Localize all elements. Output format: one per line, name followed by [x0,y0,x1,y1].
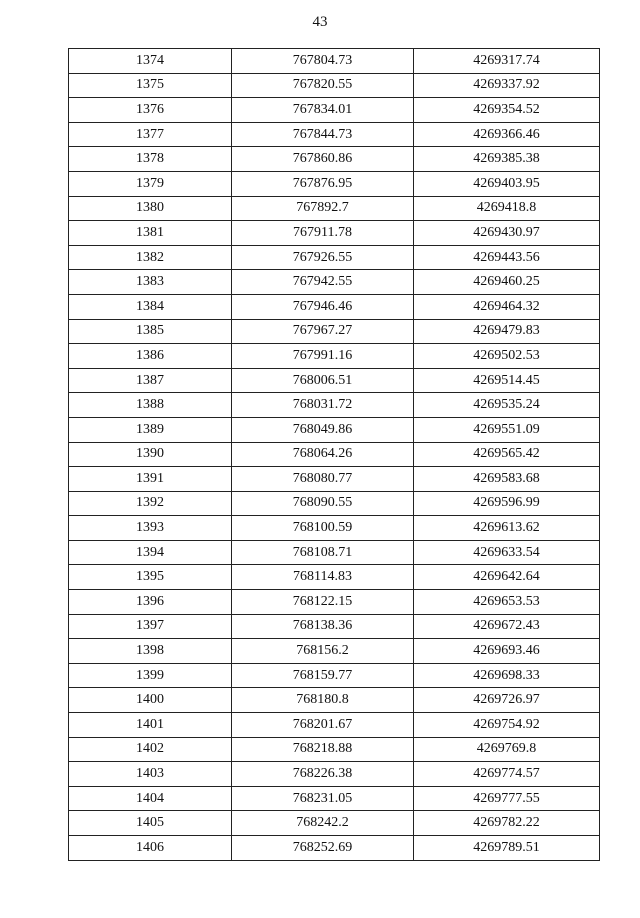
table-row [69,196,600,221]
table-row [69,663,600,688]
y-coordinate-cell: 4269774.57 [414,762,600,787]
x-coordinate-cell: 768180.8 [232,688,414,713]
table-row [69,737,600,762]
x-coordinate-cell: 768252.69 [232,836,414,861]
y-coordinate-cell: 4269403.95 [414,171,600,196]
point-number-cell: 1387 [69,368,232,393]
table-row [69,540,600,565]
table-row [69,467,600,492]
table-row [69,713,600,738]
x-coordinate-cell: 768226.38 [232,762,414,787]
page-number: 43 [312,14,328,30]
y-coordinate-cell: 4269672.43 [414,614,600,639]
x-coordinate-cell: 767804.73 [232,49,414,74]
y-coordinate-cell: 4269726.97 [414,688,600,713]
table-row [69,688,600,713]
y-coordinate-cell: 4269385.38 [414,147,600,172]
point-number-cell: 1375 [69,73,232,98]
y-coordinate-cell: 4269782.22 [414,811,600,836]
table-row [69,639,600,664]
y-coordinate-cell: 4269789.51 [414,836,600,861]
x-coordinate-cell: 768031.72 [232,393,414,418]
x-coordinate-cell: 767844.73 [232,122,414,147]
point-number-cell: 1400 [69,688,232,713]
point-number-cell: 1385 [69,319,232,344]
y-coordinate-cell: 4269479.83 [414,319,600,344]
x-coordinate-cell: 767946.46 [232,294,414,319]
point-number-cell: 1403 [69,762,232,787]
y-coordinate-cell: 4269551.09 [414,417,600,442]
y-coordinate-cell: 4269653.53 [414,590,600,615]
point-number-cell: 1386 [69,344,232,369]
x-coordinate-cell: 768064.26 [232,442,414,467]
table-row [69,442,600,467]
y-coordinate-cell: 4269366.46 [414,122,600,147]
y-coordinate-cell: 4269460.25 [414,270,600,295]
table-row [69,49,600,74]
x-coordinate-cell: 768138.36 [232,614,414,639]
table-row [69,270,600,295]
point-number-cell: 1404 [69,786,232,811]
point-number-cell: 1405 [69,811,232,836]
x-coordinate-cell: 768231.05 [232,786,414,811]
table-row [69,147,600,172]
table-row [69,516,600,541]
table-row [69,393,600,418]
y-coordinate-cell: 4269613.62 [414,516,600,541]
point-number-cell: 1390 [69,442,232,467]
point-number-cell: 1374 [69,49,232,74]
table-row [69,122,600,147]
point-number-cell: 1398 [69,639,232,664]
table-row [69,344,600,369]
point-number-cell: 1378 [69,147,232,172]
y-coordinate-cell: 4269769.8 [414,737,600,762]
point-number-cell: 1396 [69,590,232,615]
y-coordinate-cell: 4269754.92 [414,713,600,738]
y-coordinate-cell: 4269418.8 [414,196,600,221]
y-coordinate-cell: 4269698.33 [414,663,600,688]
table-row [69,221,600,246]
point-number-cell: 1383 [69,270,232,295]
point-number-cell: 1380 [69,196,232,221]
point-number-cell: 1379 [69,171,232,196]
x-coordinate-cell: 767926.55 [232,245,414,270]
point-number-cell: 1384 [69,294,232,319]
table-row [69,319,600,344]
x-coordinate-cell: 767834.01 [232,98,414,123]
point-number-cell: 1391 [69,467,232,492]
point-number-cell: 1388 [69,393,232,418]
point-number-cell: 1377 [69,122,232,147]
x-coordinate-cell: 768090.55 [232,491,414,516]
x-coordinate-cell: 768108.71 [232,540,414,565]
x-coordinate-cell: 767967.27 [232,319,414,344]
y-coordinate-cell: 4269565.42 [414,442,600,467]
y-coordinate-cell: 4269443.56 [414,245,600,270]
x-coordinate-cell: 768006.51 [232,368,414,393]
x-coordinate-cell: 768049.86 [232,417,414,442]
x-coordinate-cell: 767860.86 [232,147,414,172]
x-coordinate-cell: 768159.77 [232,663,414,688]
y-coordinate-cell: 4269317.74 [414,49,600,74]
point-number-cell: 1397 [69,614,232,639]
table-row [69,786,600,811]
table-row [69,614,600,639]
x-coordinate-cell: 768080.77 [232,467,414,492]
point-number-cell: 1406 [69,836,232,861]
y-coordinate-cell: 4269777.55 [414,786,600,811]
point-number-cell: 1389 [69,417,232,442]
x-coordinate-cell: 768100.59 [232,516,414,541]
point-number-cell: 1392 [69,491,232,516]
y-coordinate-cell: 4269430.97 [414,221,600,246]
table-row [69,171,600,196]
x-coordinate-cell: 768114.83 [232,565,414,590]
y-coordinate-cell: 4269642.64 [414,565,600,590]
y-coordinate-cell: 4269535.24 [414,393,600,418]
x-coordinate-cell: 768201.67 [232,713,414,738]
x-coordinate-cell: 768242.2 [232,811,414,836]
table-row [69,565,600,590]
x-coordinate-cell: 768218.88 [232,737,414,762]
y-coordinate-cell: 4269633.54 [414,540,600,565]
table-row [69,590,600,615]
point-number-cell: 1376 [69,98,232,123]
table-row [69,73,600,98]
point-number-cell: 1381 [69,221,232,246]
y-coordinate-cell: 4269583.68 [414,467,600,492]
table-body [69,49,600,861]
table-row [69,245,600,270]
x-coordinate-cell: 767942.55 [232,270,414,295]
x-coordinate-cell: 767991.16 [232,344,414,369]
y-coordinate-cell: 4269464.32 [414,294,600,319]
point-number-cell: 1395 [69,565,232,590]
x-coordinate-cell: 768122.15 [232,590,414,615]
coordinates-table [68,48,600,861]
table-row [69,491,600,516]
y-coordinate-cell: 4269502.53 [414,344,600,369]
y-coordinate-cell: 4269514.45 [414,368,600,393]
table-row [69,368,600,393]
table-row [69,417,600,442]
point-number-cell: 1402 [69,737,232,762]
table-row [69,294,600,319]
x-coordinate-cell: 767876.95 [232,171,414,196]
table-row [69,811,600,836]
point-number-cell: 1393 [69,516,232,541]
x-coordinate-cell: 767911.78 [232,221,414,246]
y-coordinate-cell: 4269596.99 [414,491,600,516]
table-row [69,762,600,787]
x-coordinate-cell: 767892.7 [232,196,414,221]
table-row [69,836,600,861]
table-row [69,98,600,123]
point-number-cell: 1382 [69,245,232,270]
y-coordinate-cell: 4269337.92 [414,73,600,98]
x-coordinate-cell: 767820.55 [232,73,414,98]
x-coordinate-cell: 768156.2 [232,639,414,664]
y-coordinate-cell: 4269693.46 [414,639,600,664]
point-number-cell: 1394 [69,540,232,565]
point-number-cell: 1399 [69,663,232,688]
y-coordinate-cell: 4269354.52 [414,98,600,123]
point-number-cell: 1401 [69,713,232,738]
